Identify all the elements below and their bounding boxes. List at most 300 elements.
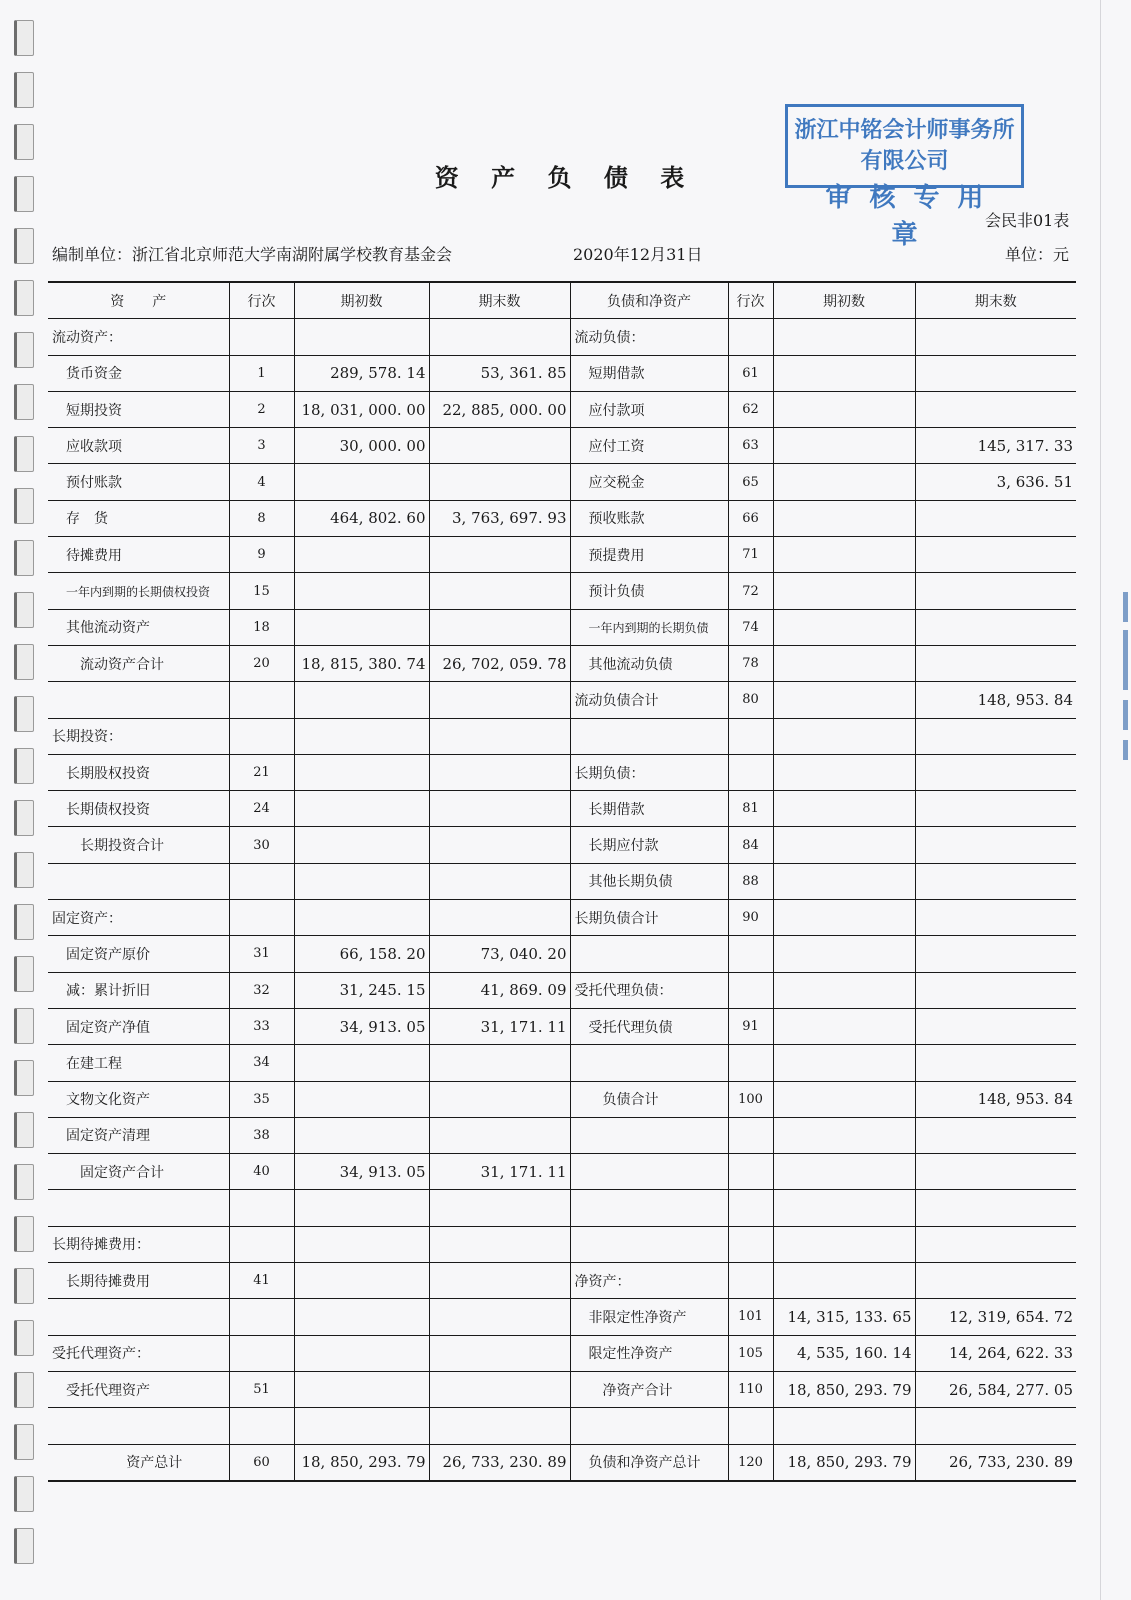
col-header-liability: 负债和净资产 [570, 282, 728, 319]
asset-begin-amount [294, 1117, 429, 1153]
asset-end-amount: 31, 171. 11 [429, 1154, 570, 1190]
asset-begin-amount [294, 1371, 429, 1407]
liability-end-amount [915, 1008, 1076, 1044]
binding-hole [14, 1372, 34, 1408]
liability-begin-amount [773, 1117, 915, 1153]
table-row [48, 718, 1076, 754]
binding-hole [14, 124, 34, 160]
asset-item: 流动资产： [48, 319, 229, 355]
binding-hole [14, 1268, 34, 1304]
liability-begin-amount [773, 609, 915, 645]
binding-hole [14, 1216, 34, 1252]
edge-mark [1123, 740, 1128, 760]
asset-item: 一年内到期的长期债权投资 [48, 573, 229, 609]
liability-item: 长期借款 [570, 791, 728, 827]
edge-mark [1123, 592, 1128, 622]
asset-item [48, 1299, 229, 1335]
liability-item: 净资产合计 [570, 1371, 728, 1407]
table-row [48, 1190, 1076, 1226]
liability-item: 预计负债 [570, 573, 728, 609]
asset-end-amount: 26, 702, 059. 78 [429, 645, 570, 681]
binding-hole [14, 332, 34, 368]
binding-hole [14, 1112, 34, 1148]
asset-line-no [229, 1335, 294, 1371]
stamp-purpose: 审核专用章 [825, 183, 1002, 250]
asset-end-amount [429, 1045, 570, 1081]
table-row [48, 464, 1076, 500]
liability-line-no: 91 [728, 1008, 773, 1044]
asset-end-amount [429, 319, 570, 355]
asset-item [48, 1190, 229, 1226]
asset-begin-amount [294, 791, 429, 827]
liability-item: 应付工资 [570, 428, 728, 464]
liability-line-no: 110 [728, 1371, 773, 1407]
binding-hole [14, 956, 34, 992]
table-row [48, 863, 1076, 899]
asset-line-no [229, 1190, 294, 1226]
asset-end-amount [429, 1117, 570, 1153]
asset-end-amount [429, 718, 570, 754]
col-header-begin: 期初数 [773, 282, 915, 319]
liability-end-amount: 148, 953. 84 [915, 682, 1076, 718]
asset-line-no: 3 [229, 428, 294, 464]
liability-line-no: 100 [728, 1081, 773, 1117]
liability-item: 应交税金 [570, 464, 728, 500]
liability-item [570, 1190, 728, 1226]
asset-line-no: 30 [229, 827, 294, 863]
liability-end-amount [915, 573, 1076, 609]
asset-begin-amount [294, 573, 429, 609]
binding-hole [14, 436, 34, 472]
liability-end-amount [915, 537, 1076, 573]
asset-begin-amount: 30, 000. 00 [294, 428, 429, 464]
liability-begin-amount [773, 1081, 915, 1117]
asset-end-amount [429, 428, 570, 464]
binding-hole [14, 280, 34, 316]
table-row [48, 1408, 1076, 1444]
asset-line-no: 38 [229, 1117, 294, 1153]
liability-item: 非限定性净资产 [570, 1299, 728, 1335]
asset-end-amount [429, 1335, 570, 1371]
binding-hole [14, 800, 34, 836]
asset-begin-amount: 289, 578. 14 [294, 355, 429, 391]
asset-end-amount: 41, 869. 09 [429, 972, 570, 1008]
table-row [48, 428, 1076, 464]
liability-line-no: 63 [728, 428, 773, 464]
binding-hole [14, 748, 34, 784]
asset-line-no: 40 [229, 1154, 294, 1190]
asset-begin-amount [294, 1081, 429, 1117]
liability-item [570, 1408, 728, 1444]
asset-end-amount [429, 863, 570, 899]
asset-line-no: 21 [229, 754, 294, 790]
liability-begin-amount [773, 863, 915, 899]
liability-begin-amount [773, 1045, 915, 1081]
table-row [48, 1371, 1076, 1407]
binding-hole [14, 1164, 34, 1200]
asset-item: 资产总计 [48, 1444, 229, 1481]
liability-item [570, 1226, 728, 1262]
table-row [48, 1008, 1076, 1044]
liability-item: 受托代理负债 [570, 1008, 728, 1044]
asset-line-no: 4 [229, 464, 294, 500]
asset-line-no: 31 [229, 936, 294, 972]
liability-item: 负债合计 [570, 1081, 728, 1117]
liability-line-no: 66 [728, 500, 773, 536]
asset-end-amount [429, 791, 570, 827]
liability-line-no: 105 [728, 1335, 773, 1371]
table-row [48, 900, 1076, 936]
asset-line-no [229, 1226, 294, 1262]
liability-line-no [728, 1263, 773, 1299]
liability-item: 负债和净资产总计 [570, 1444, 728, 1481]
liability-end-amount [915, 936, 1076, 972]
liability-end-amount [915, 972, 1076, 1008]
currency-unit: 单位：元 [1005, 245, 1070, 264]
asset-begin-amount: 18, 031, 000. 00 [294, 391, 429, 427]
asset-line-no: 34 [229, 1045, 294, 1081]
asset-item [48, 863, 229, 899]
liability-item: 应付款项 [570, 391, 728, 427]
asset-end-amount [429, 609, 570, 645]
liability-item: 预提费用 [570, 537, 728, 573]
liability-line-no: 65 [728, 464, 773, 500]
asset-begin-amount [294, 754, 429, 790]
liability-begin-amount [773, 645, 915, 681]
liability-begin-amount [773, 573, 915, 609]
liability-line-no [728, 319, 773, 355]
binding-hole [14, 852, 34, 888]
liability-begin-amount [773, 1190, 915, 1226]
asset-line-no: 8 [229, 500, 294, 536]
asset-line-no [229, 319, 294, 355]
table-row [48, 936, 1076, 972]
col-header-line-no: 行次 [229, 282, 294, 319]
liability-line-no: 120 [728, 1444, 773, 1481]
col-header-asset: 资 产 [48, 282, 229, 319]
asset-item: 存 货 [48, 500, 229, 536]
col-header-begin: 期初数 [294, 282, 429, 319]
binding-hole [14, 1008, 34, 1044]
asset-end-amount [429, 1299, 570, 1335]
asset-item [48, 1408, 229, 1444]
table-row [48, 972, 1076, 1008]
liability-begin-amount [773, 355, 915, 391]
liability-end-amount [915, 754, 1076, 790]
form-code: 会民非01表 [985, 211, 1070, 230]
asset-begin-amount [294, 1226, 429, 1262]
table-row [48, 754, 1076, 790]
table-row [48, 827, 1076, 863]
liability-end-amount [915, 355, 1076, 391]
asset-line-no [229, 1299, 294, 1335]
asset-begin-amount [294, 609, 429, 645]
liability-line-no: 101 [728, 1299, 773, 1335]
liability-line-no: 81 [728, 791, 773, 827]
table-row [48, 1263, 1076, 1299]
asset-end-amount [429, 1408, 570, 1444]
liability-item: 短期借款 [570, 355, 728, 391]
liability-line-no: 88 [728, 863, 773, 899]
page-title: 资 产 负 债 表 [434, 163, 697, 192]
liability-item [570, 936, 728, 972]
asset-item: 长期待摊费用： [48, 1226, 229, 1262]
asset-end-amount [429, 537, 570, 573]
liability-line-no: 84 [728, 827, 773, 863]
asset-line-no: 51 [229, 1371, 294, 1407]
table-row [48, 573, 1076, 609]
asset-line-no: 24 [229, 791, 294, 827]
liability-begin-amount [773, 428, 915, 464]
asset-line-no: 18 [229, 609, 294, 645]
binding-hole [14, 696, 34, 732]
asset-line-no [229, 863, 294, 899]
liability-end-amount [915, 319, 1076, 355]
liability-item: 流动负债： [570, 319, 728, 355]
binding-hole [14, 1528, 34, 1564]
edge-mark [1123, 700, 1128, 730]
asset-begin-amount [294, 1190, 429, 1226]
asset-begin-amount: 18, 815, 380. 74 [294, 645, 429, 681]
table-row [48, 355, 1076, 391]
liability-end-amount [915, 791, 1076, 827]
liability-end-amount [915, 391, 1076, 427]
liability-begin-amount [773, 464, 915, 500]
asset-item: 受托代理资产： [48, 1335, 229, 1371]
asset-item: 在建工程 [48, 1045, 229, 1081]
asset-begin-amount [294, 464, 429, 500]
table-row [48, 1154, 1076, 1190]
asset-end-amount [429, 754, 570, 790]
asset-line-no [229, 682, 294, 718]
liability-item: 长期负债合计 [570, 900, 728, 936]
table-row [48, 391, 1076, 427]
asset-begin-amount [294, 900, 429, 936]
liability-line-no [728, 972, 773, 1008]
asset-item: 文物文化资产 [48, 1081, 229, 1117]
liability-begin-amount [773, 319, 915, 355]
liability-end-amount [915, 500, 1076, 536]
liability-end-amount: 148, 953. 84 [915, 1081, 1076, 1117]
liability-end-amount [915, 827, 1076, 863]
asset-begin-amount [294, 718, 429, 754]
asset-end-amount [429, 1263, 570, 1299]
asset-item: 受托代理资产 [48, 1371, 229, 1407]
asset-end-amount [429, 682, 570, 718]
asset-item: 流动资产合计 [48, 645, 229, 681]
liability-line-no: 71 [728, 537, 773, 573]
binding-hole [14, 488, 34, 524]
asset-line-no: 32 [229, 972, 294, 1008]
liability-begin-amount [773, 900, 915, 936]
liability-begin-amount [773, 827, 915, 863]
liability-end-amount: 26, 584, 277. 05 [915, 1371, 1076, 1407]
liability-begin-amount [773, 682, 915, 718]
liability-end-amount: 14, 264, 622. 33 [915, 1335, 1076, 1371]
binding-hole [14, 644, 34, 680]
asset-line-no: 35 [229, 1081, 294, 1117]
liability-end-amount [915, 1117, 1076, 1153]
asset-end-amount [429, 1226, 570, 1262]
asset-end-amount [429, 573, 570, 609]
asset-begin-amount [294, 1263, 429, 1299]
binding-hole [14, 1320, 34, 1356]
liability-line-no: 90 [728, 900, 773, 936]
liability-end-amount: 12, 319, 654. 72 [915, 1299, 1076, 1335]
liability-line-no: 80 [728, 682, 773, 718]
header-row [48, 282, 1076, 319]
liability-item [570, 1154, 728, 1190]
liability-begin-amount [773, 391, 915, 427]
table-row [48, 1335, 1076, 1371]
liability-end-amount: 145, 317. 33 [915, 428, 1076, 464]
asset-item: 固定资产合计 [48, 1154, 229, 1190]
liability-begin-amount [773, 1226, 915, 1262]
asset-line-no: 60 [229, 1444, 294, 1481]
asset-begin-amount [294, 319, 429, 355]
asset-item [48, 682, 229, 718]
liability-item [570, 1045, 728, 1081]
asset-line-no: 41 [229, 1263, 294, 1299]
table-row [48, 791, 1076, 827]
asset-item: 固定资产： [48, 900, 229, 936]
asset-end-amount [429, 1081, 570, 1117]
liability-begin-amount [773, 1263, 915, 1299]
liability-begin-amount [773, 754, 915, 790]
asset-begin-amount: 34, 913. 05 [294, 1154, 429, 1190]
table-row [48, 645, 1076, 681]
asset-begin-amount [294, 1299, 429, 1335]
liability-line-no [728, 1117, 773, 1153]
table-row [48, 1045, 1076, 1081]
asset-item: 固定资产清理 [48, 1117, 229, 1153]
liability-end-amount: 3, 636. 51 [915, 464, 1076, 500]
asset-end-amount: 3, 763, 697. 93 [429, 500, 570, 536]
asset-begin-amount [294, 1408, 429, 1444]
asset-end-amount [429, 900, 570, 936]
asset-end-amount: 73, 040. 20 [429, 936, 570, 972]
asset-begin-amount [294, 682, 429, 718]
table-row [48, 319, 1076, 355]
binding-hole [14, 20, 34, 56]
balance-sheet-table [48, 281, 1076, 1482]
liability-item: 其他流动负债 [570, 645, 728, 681]
asset-item: 待摊费用 [48, 537, 229, 573]
col-header-line-no: 行次 [728, 282, 773, 319]
asset-begin-amount [294, 827, 429, 863]
asset-item: 长期债权投资 [48, 791, 229, 827]
liability-line-no: 72 [728, 573, 773, 609]
liability-item: 流动负债合计 [570, 682, 728, 718]
liability-item: 净资产： [570, 1263, 728, 1299]
liability-end-amount [915, 900, 1076, 936]
asset-end-amount [429, 827, 570, 863]
asset-end-amount [429, 1190, 570, 1226]
liability-line-no [728, 1226, 773, 1262]
liability-item: 长期负债： [570, 754, 728, 790]
binding-hole [14, 384, 34, 420]
liability-item: 受托代理负债： [570, 972, 728, 1008]
liability-end-amount: 26, 733, 230. 89 [915, 1444, 1076, 1481]
asset-item: 应收款项 [48, 428, 229, 464]
asset-begin-amount [294, 1335, 429, 1371]
liability-end-amount [915, 1226, 1076, 1262]
asset-end-amount [429, 464, 570, 500]
asset-item: 其他流动资产 [48, 609, 229, 645]
binding-hole [14, 592, 34, 628]
asset-line-no [229, 900, 294, 936]
liability-line-no [728, 1190, 773, 1226]
liability-end-amount [915, 863, 1076, 899]
binding-holes [14, 0, 34, 1600]
binding-hole [14, 540, 34, 576]
asset-item: 减：累计折旧 [48, 972, 229, 1008]
liability-end-amount [915, 1045, 1076, 1081]
asset-begin-amount: 18, 850, 293. 79 [294, 1444, 429, 1481]
asset-line-no: 1 [229, 355, 294, 391]
asset-item: 固定资产净值 [48, 1008, 229, 1044]
liability-item: 其他长期负债 [570, 863, 728, 899]
liability-begin-amount [773, 791, 915, 827]
asset-item: 长期股权投资 [48, 754, 229, 790]
liability-item [570, 1117, 728, 1153]
page-edge [1100, 0, 1101, 1600]
table-row [48, 1226, 1076, 1262]
liability-begin-amount [773, 1154, 915, 1190]
table-row [48, 1299, 1076, 1335]
liability-begin-amount [773, 1408, 915, 1444]
asset-end-amount: 26, 733, 230. 89 [429, 1444, 570, 1481]
liability-line-no: 62 [728, 391, 773, 427]
table-body [48, 319, 1076, 1481]
liability-item: 限定性净资产 [570, 1335, 728, 1371]
report-date: 2020年12月31日 [573, 245, 703, 264]
asset-begin-amount [294, 863, 429, 899]
asset-begin-amount: 34, 913. 05 [294, 1008, 429, 1044]
liability-begin-amount [773, 1008, 915, 1044]
asset-begin-amount [294, 537, 429, 573]
liability-begin-amount: 4, 535, 160. 14 [773, 1335, 915, 1371]
liability-line-no: 78 [728, 645, 773, 681]
asset-item: 货币资金 [48, 355, 229, 391]
liability-end-amount [915, 645, 1076, 681]
liability-begin-amount: 18, 850, 293. 79 [773, 1371, 915, 1407]
liability-item: 预收账款 [570, 500, 728, 536]
asset-item: 长期投资： [48, 718, 229, 754]
table-row [48, 1117, 1076, 1153]
liability-end-amount [915, 1154, 1076, 1190]
asset-begin-amount: 31, 245. 15 [294, 972, 429, 1008]
liability-begin-amount [773, 537, 915, 573]
liability-end-amount [915, 1190, 1076, 1226]
binding-hole [14, 1060, 34, 1096]
liability-line-no [728, 1154, 773, 1190]
asset-item: 固定资产原价 [48, 936, 229, 972]
asset-begin-amount: 464, 802. 60 [294, 500, 429, 536]
asset-line-no [229, 1408, 294, 1444]
asset-item: 预付账款 [48, 464, 229, 500]
asset-end-amount: 53, 361. 85 [429, 355, 570, 391]
asset-end-amount: 31, 171. 11 [429, 1008, 570, 1044]
liability-begin-amount: 18, 850, 293. 79 [773, 1444, 915, 1481]
liability-line-no [728, 754, 773, 790]
asset-line-no: 2 [229, 391, 294, 427]
table-row [48, 1444, 1076, 1481]
binding-hole [14, 1476, 34, 1512]
asset-item: 长期待摊费用 [48, 1263, 229, 1299]
liability-item [570, 718, 728, 754]
table-row [48, 609, 1076, 645]
